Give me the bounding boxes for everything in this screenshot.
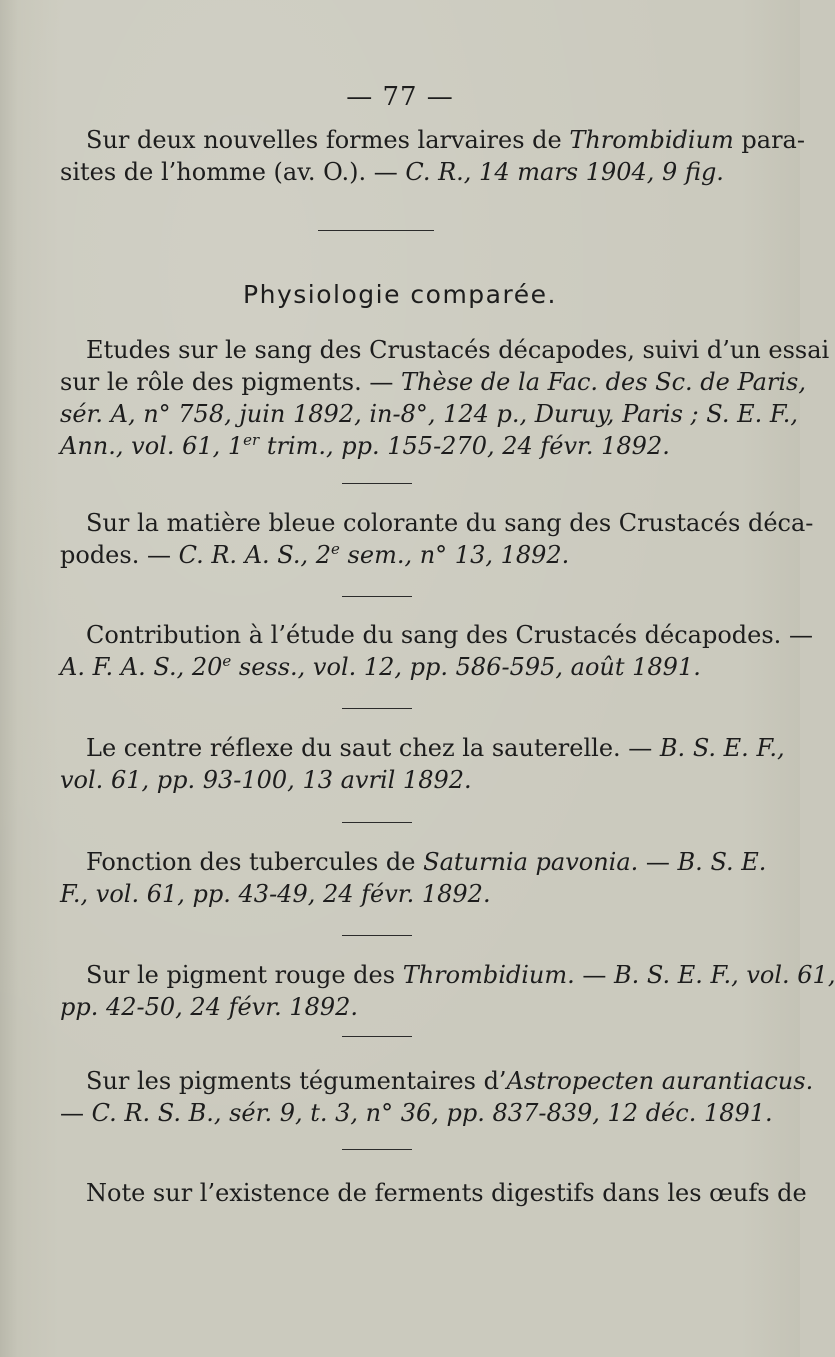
superscript: er	[243, 431, 260, 449]
entry-italic: Thrombidium	[569, 126, 734, 154]
entry-text: podes. —	[60, 541, 179, 569]
bibliography-entry-etudes-sang	[60, 334, 830, 462]
entry-divider	[342, 483, 412, 484]
bibliography-entry-ferments-digestifs	[60, 1177, 807, 1209]
bibliography-entry-larvaires	[60, 124, 805, 188]
entry-citation: C. R. A. S., 2	[178, 541, 332, 569]
entry-citation: B. S. E.	[677, 848, 767, 876]
entry-text: Sur la matière bleue colorante du sang des Crustacés déca-	[86, 509, 814, 537]
entry-text: Sur les pigments tégumentaires d’	[86, 1067, 507, 1095]
entry-citation: F., vol. 61, pp. 43-49, 24 févr. 1892.	[60, 880, 491, 908]
entry-text: Sur le pigment rouge des	[86, 961, 403, 989]
entry-text: para-	[733, 126, 805, 154]
entry-citation: A. F. A. S., 20	[60, 653, 223, 681]
entry-citation: sér. A, n° 758, juin 1892, in-8°, 124 p., Duruy, Paris ; S. E. F.,	[60, 400, 799, 428]
entry-citation: trim., pp. 155-270, 24 févr. 1892.	[259, 432, 670, 460]
entry-citation: Thèse de la Fac. des Sc. de Paris,	[401, 368, 806, 396]
entry-text: Note sur l’existence de ferments digestifs dans les œufs de	[86, 1179, 807, 1207]
entry-text: Le centre réflexe du saut chez la sauterelle. —	[86, 734, 660, 762]
entry-text: sites de l’homme (av. O.). —	[60, 158, 406, 186]
entry-citation: B. S. E. F., vol. 61,	[614, 961, 835, 989]
entry-text: Etudes sur le sang des Crustacés décapodes, suivi d’un essai	[86, 336, 830, 364]
entry-divider	[342, 822, 412, 823]
entry-text: —	[638, 848, 678, 876]
entry-citation: vol. 61, pp. 93-100, 13 avril 1892.	[60, 766, 472, 794]
page-number: — 77 —	[346, 82, 454, 112]
entry-citation: C. R., 14 mars 1904, 9 fig.	[405, 158, 724, 186]
entry-divider	[342, 708, 412, 709]
entry-citation: C. R. S. B., sér. 9, t. 3, n° 36, pp. 837-839, 12 déc. 1891.	[91, 1099, 773, 1127]
bibliography-entry-tubercules	[60, 846, 767, 910]
entry-citation: B. S. E. F.,	[659, 734, 785, 762]
entry-text: —	[574, 961, 615, 989]
entry-italic: Thrombidium.	[402, 961, 575, 989]
bibliography-entry-matiere-bleue	[60, 507, 814, 571]
bibliography-entry-pigment-rouge	[60, 959, 835, 1023]
bibliography-entry-pigments-tegumentaires	[60, 1065, 814, 1129]
section-title: Physiologie comparée.	[243, 280, 557, 309]
entry-divider	[342, 596, 412, 597]
section-divider	[318, 230, 434, 231]
superscript: e	[331, 540, 340, 558]
superscript: e	[222, 652, 232, 670]
entry-citation: pp. 42-50, 24 févr. 1892.	[60, 993, 359, 1021]
bibliography-entry-centre-reflexe	[60, 732, 785, 796]
entry-text: Fonction des tubercules de	[86, 848, 424, 876]
entry-text: —	[60, 1099, 92, 1127]
bibliography-entry-contribution	[60, 619, 813, 683]
entry-text: sur le rôle des pigments. —	[60, 368, 401, 396]
entry-italic: Saturnia pavonia.	[423, 848, 639, 876]
entry-text: Contribution à l’étude du sang des Crustacés décapodes. —	[86, 621, 813, 649]
entry-italic: Astropecten aurantiacus.	[506, 1067, 814, 1095]
entry-citation: Ann., vol. 61, 1	[60, 432, 244, 460]
entry-divider	[342, 935, 412, 936]
entry-divider	[342, 1036, 412, 1037]
entry-citation: sess., vol. 12, pp. 586-595, août 1891.	[231, 653, 701, 681]
entry-citation: sem., n° 13, 1892.	[339, 541, 570, 569]
entry-text: Sur deux nouvelles formes larvaires de	[86, 126, 570, 154]
entry-divider	[342, 1149, 412, 1150]
